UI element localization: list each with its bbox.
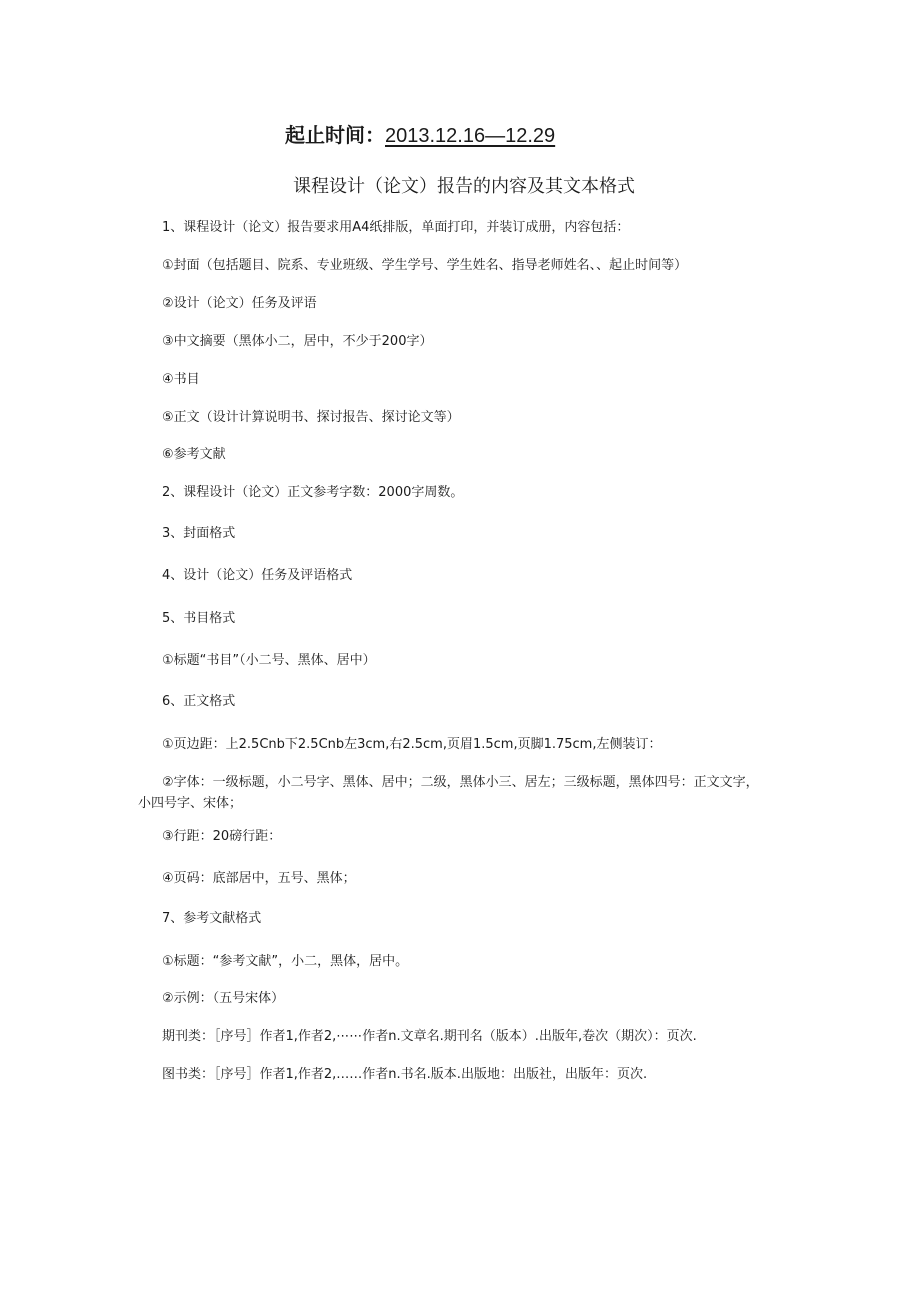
list-item: ④书目 — [162, 372, 200, 387]
paragraph-3: 3、封面格式 — [162, 526, 236, 541]
list-item: ⑤正文（设计计算说明书、探讨报告、探讨论文等） — [162, 410, 460, 425]
list-item: ②示例：（五号宋体） — [162, 991, 285, 1006]
list-item: ③行距：20磅行距： — [162, 829, 282, 844]
date-range-label: 起止时间： — [285, 123, 385, 147]
paragraph-2: 2、课程设计（论文）正文参考字数：2000字周数。 — [162, 485, 464, 500]
list-item: ①标题：“参考文献”，小二，黑体，居中。 — [162, 954, 409, 969]
date-range-line — [285, 122, 555, 149]
paragraph-6: 6、正文格式 — [162, 694, 236, 709]
font-spec-line-2: 小四号字、宋体； — [138, 796, 243, 811]
list-item: ⑥参考文献 — [162, 447, 226, 462]
font-spec-line-1: ②字体：一级标题，小二号字、黑体、居中；二级，黑体小三、居左；三级标题，黑体四号：正文文字， — [162, 775, 759, 790]
list-item: ②设计（论文）任务及评语 — [162, 296, 317, 311]
paragraph-4: 4、设计（论文）任务及评语格式 — [162, 568, 353, 583]
reference-example-journal: 期刊类：［序号］作者1,作者2,⋯⋯作者n.文章名.期刊名（版本）.出版年,卷次（期次）：页次. — [162, 1029, 697, 1044]
paragraph-1: 1、课程设计（论文）报告要求用A4纸排版，单面打印，并装订成册，内容包括： — [162, 220, 630, 235]
paragraph-5: 5、书目格式 — [162, 611, 236, 626]
reference-example-book: 图书类：［序号］作者1,作者2,……作者n.书名.版本.出版地：出版社，出版年：页次. — [162, 1067, 648, 1082]
section-title: 课程设计（论文）报告的内容及其文本格式 — [293, 176, 635, 197]
font-spec-paragraph — [138, 772, 802, 814]
date-range-value: 2013.12.16—12.29 — [385, 125, 556, 147]
paragraph-7: 7、参考文献格式 — [162, 911, 262, 926]
list-item: ①封面（包括题目、院系、专业班级、学生学号、学生姓名、指导老师姓名、、起止时间等） — [162, 258, 688, 273]
list-item: ③中文摘要（黑体小二，居中，不少于200字） — [162, 334, 433, 349]
list-item: ④页码：底部居中，五号、黑体； — [162, 871, 356, 886]
list-item: ①页边距：上2.5Cnb下2.5Cnb左3cm,右2.5cm,页眉1.5cm,页脚1.75cm,左侧装订： — [162, 737, 662, 752]
list-item: ①标题“书目”（小二号、黑体、居中） — [162, 653, 376, 668]
